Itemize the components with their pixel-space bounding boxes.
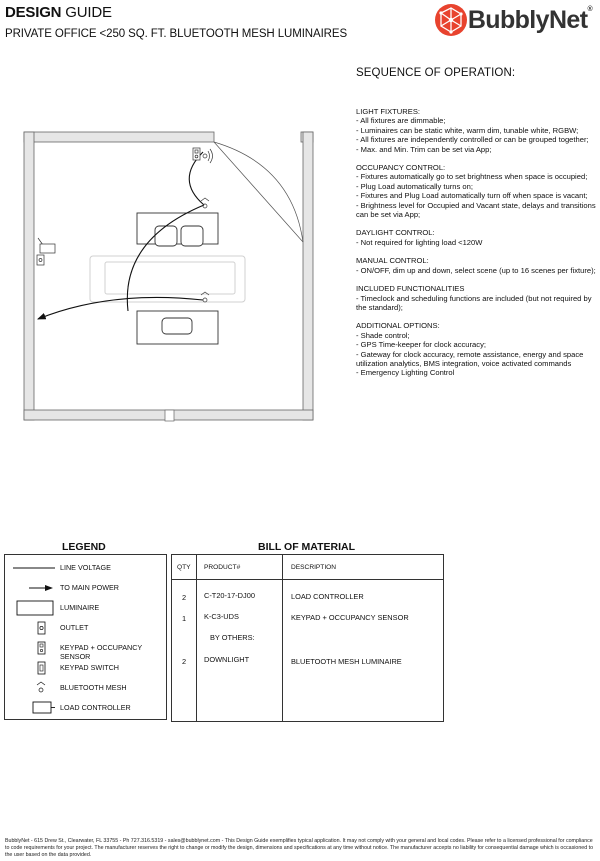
bom-product: K-C3-UDS — [204, 612, 239, 621]
seq-section-light-fixtures — [356, 107, 596, 154]
floor-marker — [165, 410, 174, 421]
legend-label: TO MAIN POWER — [60, 583, 119, 592]
legend-label: KEYPAD SWITCH — [60, 663, 119, 672]
keypad-switch-icon — [11, 658, 57, 678]
keypad-sensor-device — [193, 148, 200, 160]
seq-section-occupancy — [356, 163, 596, 219]
legend-label: KEYPAD + OCCUPANCY SENSOR — [60, 643, 143, 661]
arrow-right-icon — [11, 578, 57, 598]
bom-description: LOAD CONTROLLER — [291, 592, 364, 601]
legend-item — [5, 698, 166, 718]
bom-product: BY OTHERS: — [210, 633, 255, 642]
page-title — [5, 4, 112, 21]
seq-heading: OCCUPANCY CONTROL: — [356, 163, 446, 173]
seq-item: - All fixtures are dimmable; — [356, 116, 446, 126]
legend-item — [5, 658, 166, 678]
brand-logo — [434, 3, 592, 37]
seq-section-manual — [356, 256, 596, 275]
bom-description: KEYPAD + OCCUPANCY SENSOR — [291, 613, 409, 622]
bom-qty: 2 — [182, 657, 187, 666]
bom-title: BILL OF MATERIAL — [258, 541, 356, 553]
legend-item — [5, 578, 166, 598]
legend-label: BLUETOOTH MESH — [60, 683, 127, 692]
door — [214, 142, 303, 242]
seq-item: - Fixtures automatically go to set brightness when space is occupied; — [356, 172, 588, 182]
legend-label: LUMINAIRE — [60, 603, 100, 612]
bom-header-row — [172, 555, 443, 580]
load-controller-icon — [11, 698, 57, 718]
legend-item — [5, 598, 166, 618]
seq-item: - Brightness level for Occupied and Vacant state, delays and transitions can be set via App; — [356, 200, 596, 220]
bom-qty: 1 — [182, 614, 187, 623]
floor-plan — [0, 120, 350, 425]
sequence-title: SEQUENCE OF OPERATION: — [356, 67, 516, 79]
page-subtitle: PRIVATE OFFICE <250 SQ. FT. BLUETOOTH MESH LUMINAIRES — [5, 28, 348, 40]
title-bold: DESIGN — [5, 4, 62, 21]
seq-item: - Gateway for clock accuracy, remote assistance, energy and space utilization analytics, BMS integration, voice activated commands — [356, 349, 584, 368]
legend-item — [5, 678, 166, 698]
seq-item: - ON/OFF, dim up and down, select scene (up to 16 scenes per fixture); — [356, 265, 596, 275]
seq-heading: DAYLIGHT CONTROL: — [356, 228, 435, 238]
legend-item — [5, 638, 166, 661]
logo-registered: ® — [587, 5, 592, 13]
bom-header-description: DESCRIPTION — [291, 564, 337, 571]
seq-item: - Shade control; — [356, 330, 410, 340]
furniture — [90, 256, 245, 302]
room-walls — [24, 132, 313, 420]
seq-item: - Plug Load automatically turns on; — [356, 181, 473, 191]
bluetooth-mesh-icon — [11, 678, 57, 698]
seq-heading: ADDITIONAL OPTIONS: — [356, 321, 440, 331]
bubblynet-logo-icon — [434, 3, 468, 37]
footer-disclaimer: BubblyNet - 615 Drew St., Clearwater, FL 33755 - Ph 727.316.5319 - sales@bubblynet.com - This Design Guide exemplifies typical application. It may not comply with your general and local codes. Please refer to a licensed professional for compliance to code requirements for your project. The manufacturer reserves the right to change or modify the design, dimensions and specifications at any time without notice. The manufacturer accepts no liability for consequential damage which is occasioned to the user based on the data provided. — [5, 838, 594, 859]
seq-heading: LIGHT FIXTURES: — [356, 107, 420, 116]
seq-item: - Not required for lighting load <120W — [356, 237, 483, 247]
seq-item: - All fixtures are independently controlled or can be grouped together; — [356, 135, 589, 145]
bom-header-qty: QTY — [177, 564, 191, 571]
legend-label: OUTLET — [60, 623, 89, 632]
seq-section-additional — [356, 321, 596, 377]
bom-description: BLUETOOTH MESH LUMINAIRE — [291, 657, 402, 666]
legend-title: LEGEND — [62, 541, 106, 553]
seq-item: - Emergency Lighting Control — [356, 368, 455, 378]
logo-wordmark: BubblyNet — [467, 5, 588, 34]
seq-item: - Max. and Min. Trim can be set via App; — [356, 144, 492, 154]
title-rest: GUIDE — [61, 4, 112, 21]
keypad-sensor-icon — [11, 638, 57, 658]
logo-text — [468, 6, 592, 35]
legend-item — [5, 558, 166, 578]
legend — [4, 554, 167, 720]
sequence-of-operation — [356, 107, 596, 387]
seq-heading: INCLUDED FUNCTIONALITIES — [356, 284, 465, 294]
outlet-icon — [11, 618, 57, 638]
seq-section-daylight — [356, 228, 596, 247]
bom-qty: 2 — [182, 593, 187, 602]
bom-product: C-T20-17-DJ00 — [204, 591, 255, 600]
seq-item: - Luminaires can be static white, warm dim, tunable white, RGBW; — [356, 125, 579, 135]
legend-label: LINE VOLTAGE — [60, 563, 111, 572]
desk-bottom — [137, 311, 218, 344]
bom-header-product: PRODUCT# — [204, 564, 241, 571]
seq-item: - Timeclock and scheduling functions are included (but not required by the standard); — [356, 293, 592, 312]
legend-label: LOAD CONTROLLER — [60, 703, 131, 712]
line-voltage-icon — [11, 558, 57, 578]
seq-section-included — [356, 284, 596, 312]
luminaire-icon — [11, 598, 57, 618]
load-controller-device — [37, 238, 55, 265]
bom-product: DOWNLIGHT — [204, 655, 250, 664]
seq-item: - GPS Time-keeper for clock accuracy; — [356, 340, 486, 350]
seq-item: - Fixtures and Plug Load automatically turn off when space is vacant; — [356, 191, 588, 201]
legend-item — [5, 618, 166, 638]
bill-of-material-table — [171, 554, 444, 722]
seq-heading: MANUAL CONTROL: — [356, 256, 429, 266]
